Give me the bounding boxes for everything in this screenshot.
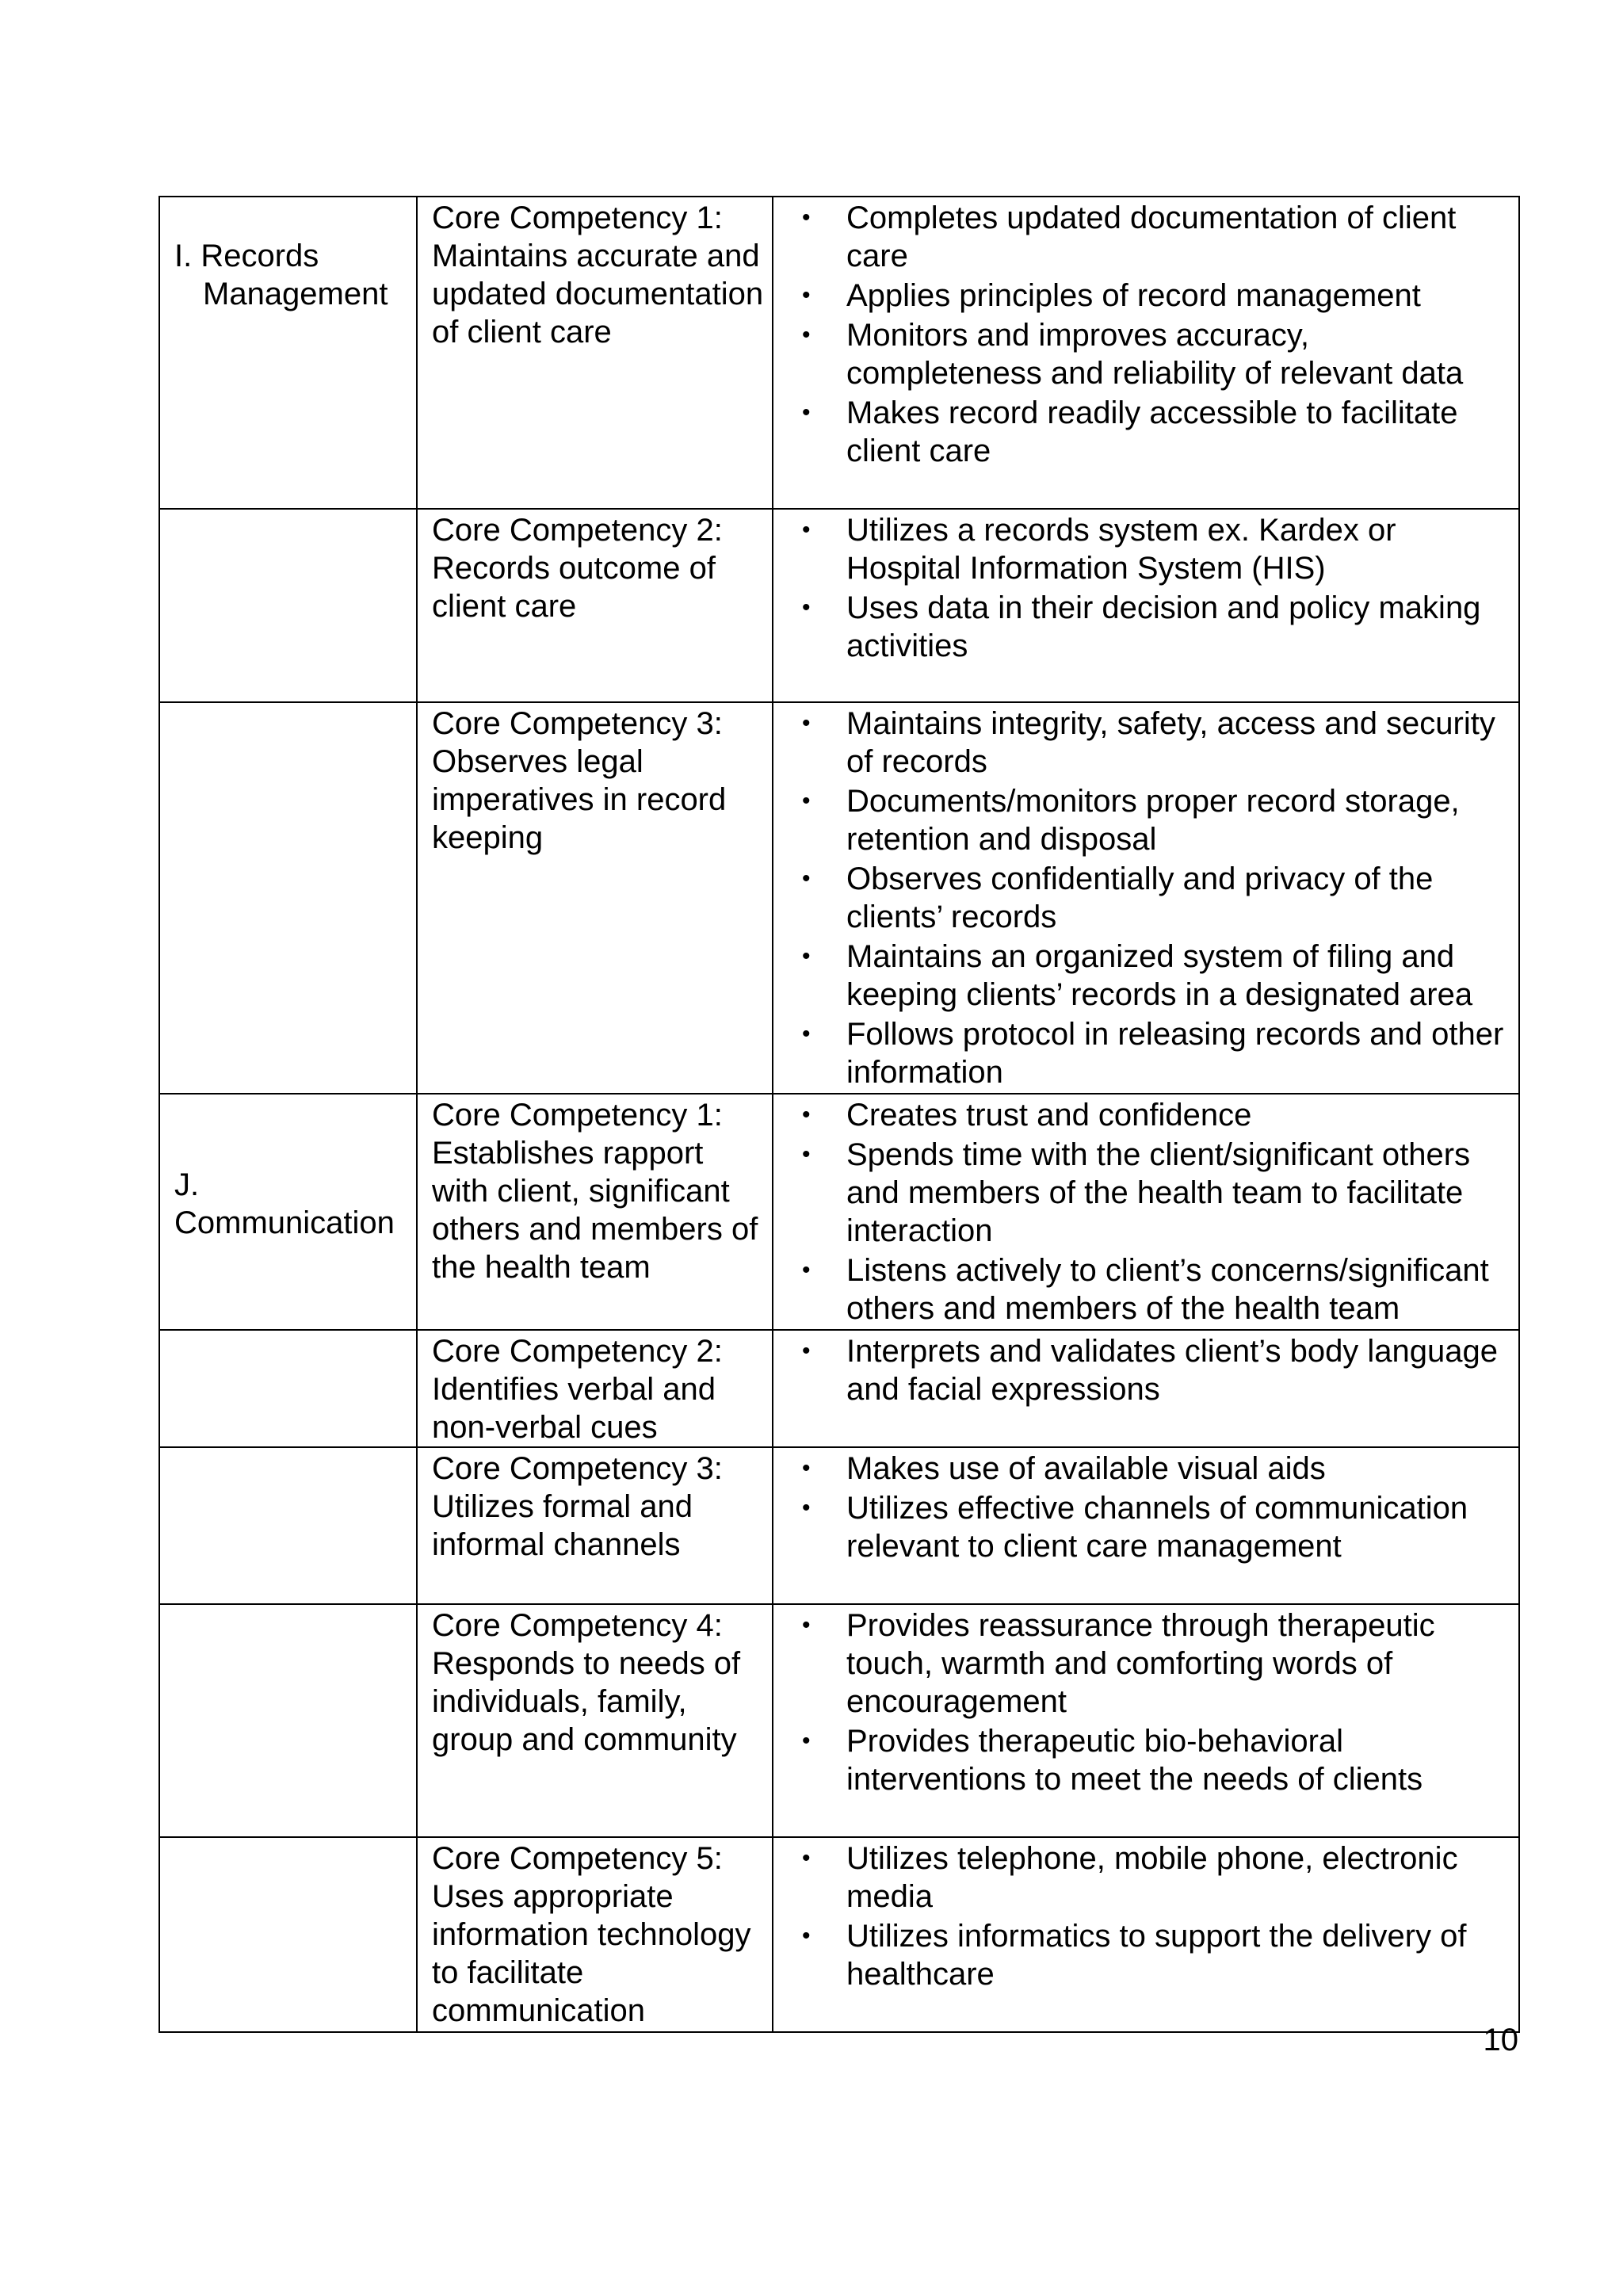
bullet-icon: •	[802, 1728, 811, 1754]
indicator-text: Utilizes telephone, mobile phone, electronic media	[846, 1841, 1458, 1914]
competency-description: Identifies verbal and non-verbal cues	[432, 1372, 716, 1445]
area-cell-empty	[159, 509, 417, 702]
indicator-text: Makes use of available visual aids	[846, 1451, 1326, 1486]
indicator-text: Completes updated documentation of client care	[846, 201, 1457, 273]
indicator-list	[788, 1839, 1506, 1993]
competency-cell	[417, 702, 773, 1094]
indicator-item	[788, 1606, 1506, 1721]
competency-description: Records outcome of client care	[432, 551, 716, 624]
bullet-icon: •	[802, 594, 811, 621]
indicator-text: Documents/monitors proper record storage, retention and disposal	[846, 784, 1460, 857]
bullet-icon: •	[802, 322, 811, 348]
indicator-text: Follows protocol in releasing records and other information	[846, 1017, 1504, 1090]
competency-description: Utilizes formal and informal channels	[432, 1489, 693, 1562]
indicator-item	[788, 1839, 1506, 1916]
competency-cell	[417, 1094, 773, 1330]
bullet-icon: •	[802, 788, 811, 814]
indicator-text: Provides reassurance through therapeutic touch, warmth and comforting words of encouragement	[846, 1608, 1435, 1719]
indicator-text: Uses data in their decision and policy making activities	[846, 590, 1481, 663]
bullet-icon: •	[802, 1257, 811, 1283]
indicator-item	[788, 1332, 1506, 1408]
competency-description: Uses appropriate information technology to facilitate communication	[432, 1879, 751, 2028]
table-row	[159, 1330, 1519, 1447]
bullet-icon: •	[802, 1021, 811, 1047]
competency-table	[158, 196, 1520, 2033]
indicators-cell	[773, 1094, 1519, 1330]
area-label-communication: J. Communication	[174, 1167, 395, 1240]
indicator-text: Monitors and improves accuracy, completeness and reliability of relevant data	[846, 318, 1464, 391]
competency-title: Core Competency 1:	[432, 201, 723, 235]
competency-cell	[417, 1447, 773, 1604]
competency-cell	[417, 509, 773, 702]
competency-description: Responds to needs of individuals, family, group and community	[432, 1646, 741, 1757]
competency-description: Establishes rapport with client, significant others and members of the health team	[432, 1136, 758, 1285]
area-cell-empty	[159, 1330, 417, 1447]
area-label-records-management: I. Records Management	[174, 239, 388, 311]
bullet-icon: •	[802, 1102, 811, 1128]
table-row	[159, 702, 1519, 1094]
table-row	[159, 1094, 1519, 1330]
competency-cell	[417, 1330, 773, 1447]
indicator-item	[788, 938, 1506, 1014]
indicator-text: Provides therapeutic bio-behavioral interventions to meet the needs of clients	[846, 1724, 1423, 1797]
indicator-item	[788, 1722, 1506, 1798]
indicator-item	[788, 1096, 1506, 1134]
bullet-icon: •	[802, 1612, 811, 1638]
indicator-item	[788, 705, 1506, 781]
indicator-item	[788, 394, 1506, 470]
competency-cell	[417, 1837, 773, 2032]
indicator-item	[788, 199, 1506, 275]
indicator-list	[788, 199, 1506, 470]
bullet-icon: •	[802, 517, 811, 543]
indicator-text: Maintains an organized system of filing and keeping clients’ records in a designated area	[846, 939, 1473, 1012]
indicator-text: Spends time with the client/significant others and members of the health team to facilitate interaction	[846, 1137, 1471, 1248]
area-cell-empty	[159, 1837, 417, 2032]
competency-title: Core Competency 3:	[432, 706, 723, 741]
indicator-item	[788, 782, 1506, 858]
indicator-list	[788, 1450, 1506, 1565]
indicators-cell	[773, 509, 1519, 702]
indicator-item	[788, 511, 1506, 587]
indicator-text: Utilizes a records system ex. Kardex or Hospital Information System (HIS)	[846, 513, 1396, 586]
area-cell	[159, 197, 417, 509]
indicator-list	[788, 1606, 1506, 1798]
bullet-icon: •	[802, 399, 811, 426]
indicator-text: Utilizes informatics to support the delivery of healthcare	[846, 1919, 1467, 1992]
indicator-text: Listens actively to client’s concerns/significant others and members of the health team	[846, 1253, 1489, 1326]
indicator-item	[788, 277, 1506, 315]
bullet-icon: •	[802, 1455, 811, 1481]
competency-title: Core Competency 4:	[432, 1608, 723, 1643]
bullet-icon: •	[802, 1338, 811, 1364]
competency-title: Core Competency 2:	[432, 1334, 723, 1369]
indicator-list	[788, 511, 1506, 665]
indicator-item	[788, 860, 1506, 936]
indicators-cell	[773, 1330, 1519, 1447]
table-row	[159, 197, 1519, 509]
competency-title: Core Competency 1:	[432, 1098, 723, 1133]
competency-title: Core Competency 3:	[432, 1451, 723, 1486]
area-cell-empty	[159, 1604, 417, 1837]
competency-title: Core Competency 2:	[432, 513, 723, 548]
table-row	[159, 1837, 1519, 2032]
indicator-text: Utilizes effective channels of communication relevant to client care management	[846, 1491, 1468, 1564]
bullet-icon: •	[802, 865, 811, 892]
indicator-text: Creates trust and confidence	[846, 1098, 1252, 1133]
indicators-cell	[773, 1447, 1519, 1604]
bullet-icon: •	[802, 1141, 811, 1167]
indicators-cell	[773, 702, 1519, 1094]
table-row	[159, 1447, 1519, 1604]
indicator-item	[788, 1015, 1506, 1091]
area-cell	[159, 1094, 417, 1330]
indicator-item	[788, 1136, 1506, 1250]
indicators-cell	[773, 1604, 1519, 1837]
indicator-item	[788, 1251, 1506, 1328]
area-cell-empty	[159, 702, 417, 1094]
indicator-text: Makes record readily accessible to facilitate client care	[846, 395, 1458, 468]
competency-description: Observes legal imperatives in record keeping	[432, 744, 727, 855]
bullet-icon: •	[802, 710, 811, 736]
indicator-text: Applies principles of record management	[846, 278, 1421, 313]
bullet-icon: •	[802, 1923, 811, 1949]
indicators-cell	[773, 1837, 1519, 2032]
bullet-icon: •	[802, 1495, 811, 1521]
bullet-icon: •	[802, 1845, 811, 1871]
competency-cell	[417, 197, 773, 509]
competency-title: Core Competency 5:	[432, 1841, 723, 1876]
page-number: 10	[1483, 2023, 1518, 2057]
table-row	[159, 509, 1519, 702]
indicator-list	[788, 1332, 1506, 1408]
area-cell-empty	[159, 1447, 417, 1604]
indicator-item	[788, 589, 1506, 665]
table-row	[159, 1604, 1519, 1837]
bullet-icon: •	[802, 282, 811, 308]
bullet-icon: •	[802, 204, 811, 231]
competency-cell	[417, 1604, 773, 1837]
indicator-text: Interprets and validates client’s body language and facial expressions	[846, 1334, 1499, 1407]
competency-description: Maintains accurate and updated documentation of client care	[432, 239, 764, 350]
indicator-list	[788, 705, 1506, 1091]
indicator-text: Maintains integrity, safety, access and security of records	[846, 706, 1495, 779]
indicator-item	[788, 1450, 1506, 1488]
indicator-item	[788, 1489, 1506, 1565]
indicator-text: Observes confidentially and privacy of the clients’ records	[846, 861, 1434, 934]
bullet-icon: •	[802, 943, 811, 969]
indicator-item	[788, 1917, 1506, 1993]
indicators-cell	[773, 197, 1519, 509]
indicator-list	[788, 1096, 1506, 1328]
indicator-item	[788, 316, 1506, 392]
